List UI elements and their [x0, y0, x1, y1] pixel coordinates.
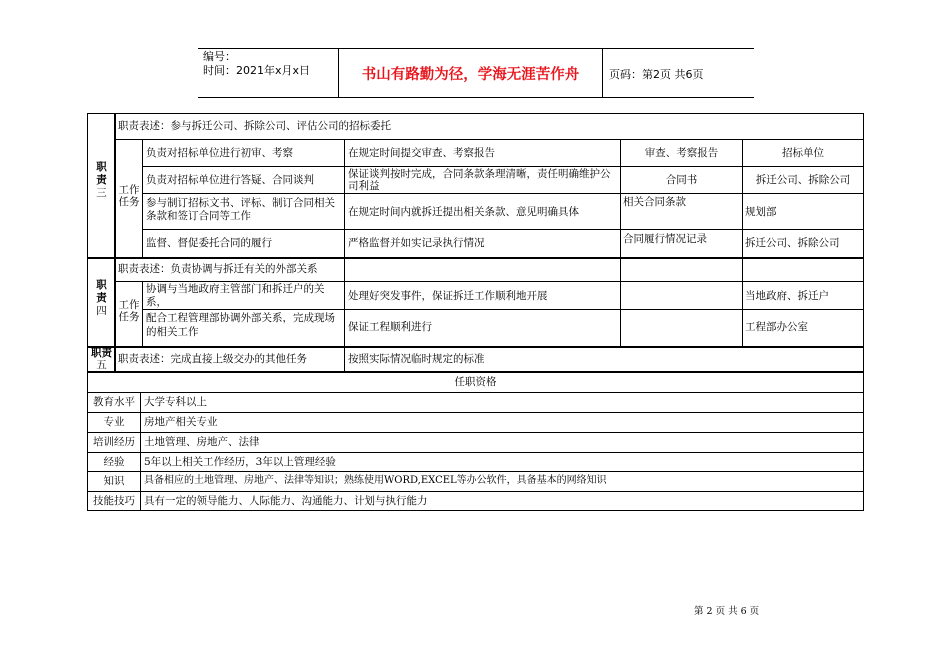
duty-4-label: 职 责 四 [96, 279, 107, 317]
duty-3-party-3: 规划部 [745, 206, 777, 218]
duty-5-standard: 按照实际情况临时规定的标准 [348, 353, 485, 365]
qualification-label-knowledge: 知识 [103, 475, 125, 487]
duty-3-output-3: 相关合同条款 [623, 196, 686, 208]
duty-3-task-label: 工作 任务 [118, 184, 140, 208]
duty-4-standard-2: 保证工程顺利进行 [348, 321, 432, 333]
duty-3-output-2: 合同书 [665, 174, 698, 186]
duty-3-output-4: 合同履行情况记录 [623, 233, 707, 245]
qualification-label-skills: 技能技巧 [93, 495, 135, 507]
qualifications-title: 任职资格 [454, 376, 497, 388]
header-divider [602, 49, 603, 97]
duty-3-label: 职 责 三 [96, 161, 107, 199]
qualification-value-training: 土地管理、房地产、法律 [144, 436, 260, 448]
qualification-value-experience: 5年以上相关工作经历，3年以上管理经验 [144, 456, 336, 468]
qualification-value-knowledge: 具备相应的土地管理、房地产、法律等知识；熟练使用WORD,EXCEL等办公软件，具备基本的网络知识 [144, 475, 607, 486]
duty-4-party-1: 当地政府、拆迁户 [745, 290, 829, 302]
duty-3-standard-4: 严格监督并如实记录执行情况 [348, 237, 485, 249]
duty-3-party-2: 拆迁公司、拆除公司 [755, 174, 851, 186]
job-description-table [87, 113, 864, 511]
qualification-label-training: 培训经历 [93, 436, 135, 448]
duty-4-task-2: 配合工程管理部协调外部关系，完成现场的相关工作 [146, 312, 335, 338]
duty-3-output-1: 审查、考察报告 [644, 147, 719, 159]
qualification-value-major: 房地产相关专业 [144, 416, 218, 428]
duty-3-task-4: 监督、督促委托合同的履行 [146, 237, 272, 249]
document-time: 时间：2021年x月x日 [203, 64, 311, 77]
duty-3-task-2: 负责对招标单位进行答疑、合同谈判 [146, 174, 314, 186]
qualification-label-experience: 经验 [103, 456, 125, 468]
qualification-value-education: 大学专科以上 [144, 396, 207, 408]
qualification-label-major: 专业 [103, 416, 125, 428]
page-header [198, 48, 754, 98]
duty-3-standard-2: 保证谈判按时完成，合同条款条理清晰，责任明确维护公司利益 [348, 168, 611, 192]
duty-5-statement: 职责表述：完成直接上级交办的其他任务 [118, 353, 307, 365]
header-meta [203, 50, 310, 78]
duty-3-task-1: 负责对招标单位进行初审、考察 [146, 147, 293, 159]
duty-3-party-1: 招标单位 [782, 147, 824, 159]
page-footer: 第 2 页 共 6 页 [694, 606, 760, 617]
qualification-value-skills: 具有一定的领导能力、人际能力、沟通能力、计划与执行能力 [144, 495, 428, 507]
duty-4-party-2: 工程部办公室 [745, 321, 808, 333]
header-motto: 书山有路勤为径，学海无涯苦作舟 [361, 67, 580, 83]
duty-4-task-label: 工作 任务 [118, 299, 140, 323]
duty-4-standard-1: 处理好突发事件，保证拆迁工作顺利地开展 [348, 290, 548, 302]
duty-4-task-1: 协调与当地政府主管部门和拆迁户的关系， [146, 283, 325, 308]
duty-3-task-3: 参与制订招标文书、评标、制订合同相关条款和签订合同等工作 [146, 197, 335, 222]
duty-5-label: 职责 五 [91, 347, 112, 371]
duty-3-statement: 职责表述：参与拆迁公司、拆除公司、评估公司的招标委托 [118, 120, 391, 132]
duty-3-party-4: 拆迁公司、拆除公司 [745, 237, 840, 249]
duty-4-statement: 职责表述：负责协调与拆迁有关的外部关系 [118, 263, 318, 275]
header-page-info: 页码：第2页 共6页 [609, 68, 704, 81]
duty-3-standard-3: 在规定时间内就拆迁提出相关条款、意见明确具体 [348, 206, 579, 218]
duty-3-standard-1: 在规定时间提交审查、考察报告 [348, 147, 495, 159]
document-number-label: 编号： [203, 50, 236, 63]
qualification-label-education: 教育水平 [93, 396, 135, 408]
